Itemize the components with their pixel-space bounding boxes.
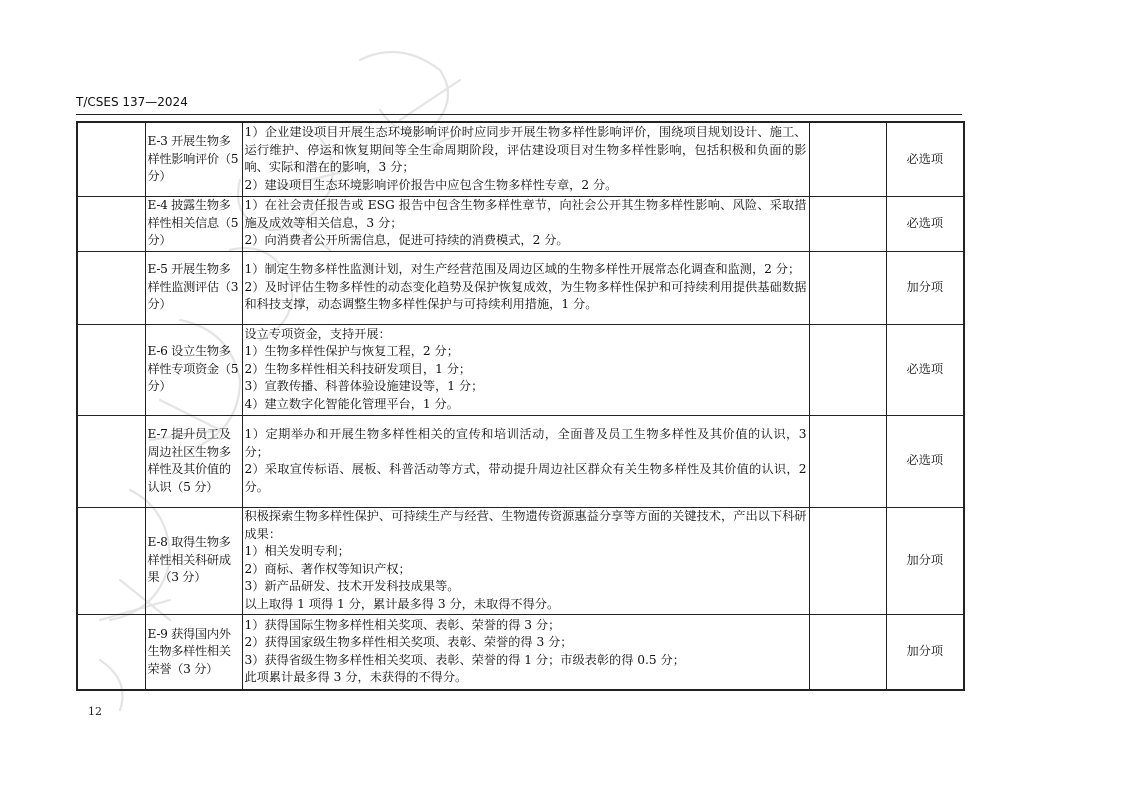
- item-cell: E-3 开展生物多样性影响评价（5 分）: [145, 122, 242, 196]
- category-cell: 必选项: [886, 122, 964, 196]
- table-row: [77, 614, 964, 690]
- blank-category-cell: [77, 507, 145, 614]
- content-cell: [242, 415, 809, 507]
- table-row: [77, 122, 964, 196]
- content-line: 2）建设项目生态环境影响评价报告中应包含生物多样性专章，2 分。: [244, 177, 618, 192]
- table-row: [77, 507, 964, 614]
- content-line: 积极探索生物多样性保护、可持续生产与经营、生物遗传资源惠益分享等方面的关键技术，产出以下科研成果：: [244, 509, 807, 541]
- content-line: 4）建立数字化智能化管理平台，1 分。: [244, 396, 459, 411]
- blank-category-cell: [77, 324, 145, 415]
- category-cell: 必选项: [886, 324, 964, 415]
- content-line: 2）采取宣传标语、展板、科普活动等方式，带动提升周边社区群众有关生物多样性及其价值的认识，2 分。: [244, 462, 807, 494]
- content-line: 以上取得 1 项得 1 分，累计最多得 3 分，未取得不得分。: [244, 596, 560, 611]
- table-row: [77, 324, 964, 415]
- content-cell: [242, 251, 809, 324]
- item-cell: E-9 获得国内外生物多样性相关荣誉（3 分）: [145, 614, 242, 690]
- content-line: 1）制定生物多样性监测计划，对生产经营范围及周边区域的生物多样性开展常态化调查和监测，2 分；: [244, 262, 801, 277]
- content-cell: [242, 614, 809, 690]
- content-line: 1）相关发明专利；: [244, 544, 350, 558]
- content-line: 1）在社会责任报告或 ESG 报告中包含生物多样性章节，向社会公开其生物多样性影响、风险、采取措施及成效等相关信息，3 分；: [244, 198, 807, 230]
- blank-category-cell: [77, 415, 145, 507]
- content-line: 2）商标、著作权等知识产权；: [244, 561, 411, 576]
- table-row: [77, 196, 964, 251]
- content-line: 2）生物多样性相关科技研发项目，1 分；: [244, 361, 472, 376]
- content-line: 1）定期举办和开展生物多样性相关的宣传和培训活动，全面普及员工生物多样性及其价值的认识，3 分；: [244, 427, 807, 459]
- item-cell: E-8 取得生物多样性相关科研成果（3 分）: [145, 507, 242, 614]
- content-line: 1）企业建设项目开展生态环境影响评价时应同步开展生物多样性影响评价，围绕项目规划设计、施工、运行维护、停运和恢复期间等全生命周期阶段，评估建设项目对生物多样性影响，包括积极和负面的影响、实际和潜在的影响，3 分；: [244, 125, 807, 175]
- category-cell: 加分项: [886, 251, 964, 324]
- standard-id: T/CSES 137—2024: [76, 95, 188, 109]
- content-line: 3）宣教传播、科普体验设施建设等，1 分；: [244, 379, 484, 394]
- table-row: [77, 251, 964, 324]
- evaluation-cell: [809, 415, 886, 507]
- page-number: 12: [88, 705, 102, 718]
- content-line: 此项累计最多得 3 分，未获得的不得分。: [244, 670, 468, 685]
- evaluation-cell: [809, 196, 886, 251]
- item-cell: E-7 提升员工及周边社区生物多样性及其价值的认识（5 分）: [145, 415, 242, 507]
- content-line: 1）获得国际生物多样性相关奖项、表彰、荣誉的得 3 分；: [244, 617, 561, 632]
- blank-category-cell: [77, 614, 145, 690]
- evaluation-cell: [809, 614, 886, 690]
- item-cell: E-5 开展生物多样性监测评估（3 分）: [145, 251, 242, 324]
- content-line: 3）获得省级生物多样性相关奖项、表彰、荣誉的得 1 分；市级表彰的得 0.5 分；: [244, 652, 685, 667]
- blank-category-cell: [77, 196, 145, 251]
- content-cell: [242, 196, 809, 251]
- content-line: 2）及时评估生物多样性的动态变化趋势及保护恢复成效，为生物多样性保护和可持续利用提供基础数据和科技支撑，动态调整生物多样性保护与可持续利用措施，1 分。: [244, 279, 807, 312]
- category-cell: 加分项: [886, 507, 964, 614]
- evaluation-cell: [809, 122, 886, 196]
- content-line: 3）新产品研发、技术开发科技成果等。: [244, 579, 460, 593]
- content-line: 1）生物多样性保护与恢复工程，2 分；: [244, 344, 459, 359]
- blank-category-cell: [77, 251, 145, 324]
- content-line: 2）获得国家级生物多样性相关奖项、表彰、荣誉的得 3 分；: [244, 635, 573, 650]
- content-cell: [242, 507, 809, 614]
- content-cell: [242, 324, 809, 415]
- evaluation-cell: [809, 507, 886, 614]
- content-line: 2）向消费者公开所需信息，促进可持续的消费模式，2 分。: [244, 233, 569, 248]
- content-cell: [242, 122, 809, 196]
- item-cell: E-6 设立生物多样性专项资金（5 分）: [145, 324, 242, 415]
- table-row: [77, 415, 964, 507]
- blank-category-cell: [77, 122, 145, 196]
- category-cell: 必选项: [886, 196, 964, 251]
- evaluation-cell: [809, 251, 886, 324]
- content-line: 设立专项资金，支持开展：: [244, 326, 391, 341]
- item-cell: E-4 披露生物多样性相关信息（5 分）: [145, 196, 242, 251]
- header-divider: [76, 114, 962, 115]
- category-cell: 必选项: [886, 415, 964, 507]
- evaluation-cell: [809, 324, 886, 415]
- evaluation-table: [76, 121, 965, 691]
- category-cell: 加分项: [886, 614, 964, 690]
